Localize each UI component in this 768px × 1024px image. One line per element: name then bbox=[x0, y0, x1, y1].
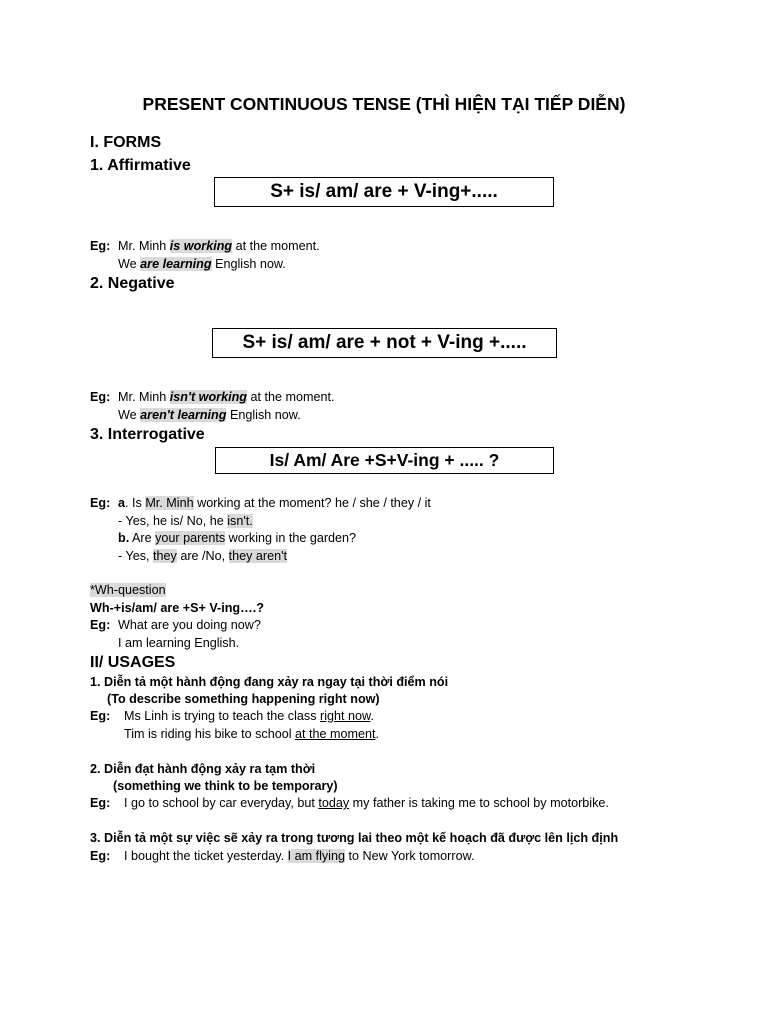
wh-example-2: I am learning English. bbox=[118, 636, 240, 650]
usage-2-english: (something we think to be temporary) bbox=[113, 779, 338, 793]
forms-heading: I. FORMS bbox=[90, 134, 162, 151]
eg-label: Eg: bbox=[90, 796, 111, 810]
interrogative-answer-b: - Yes, they are /No, they aren't bbox=[118, 549, 288, 563]
interrogative-example-a: a. Is Mr. Minh working at the moment? he / she / they / it bbox=[118, 496, 431, 510]
eg-label: Eg: bbox=[90, 849, 111, 863]
usage-3-vietnamese: 3. Diễn tả một sự việc sẽ xảy ra trong tương lai theo một kế hoạch đã được lên lịch định bbox=[90, 831, 619, 845]
interrogative-heading: 3. Interrogative bbox=[90, 426, 205, 443]
affirmative-heading: 1. Affirmative bbox=[90, 157, 191, 174]
affirmative-formula-box bbox=[214, 177, 554, 207]
wh-question-label: *Wh-question bbox=[90, 583, 166, 597]
usage-2-vietnamese: 2. Diễn đạt hành động xảy ra tạm thời bbox=[90, 762, 316, 776]
affirmative-example-1: Mr. Minh is working at the moment. bbox=[118, 239, 320, 253]
interrogative-formula-box bbox=[215, 447, 554, 474]
negative-example-2: We aren't learning English now. bbox=[118, 408, 301, 422]
negative-formula-box bbox=[212, 328, 557, 358]
page-title: PRESENT CONTINUOUS TENSE (THÌ HIỆN TẠI TIẾP DIỄN) bbox=[142, 94, 626, 114]
negative-example-1: Mr. Minh isn't working at the moment. bbox=[118, 390, 335, 404]
eg-label: Eg: bbox=[90, 239, 111, 253]
usage-3-example-1: I bought the ticket yesterday. I am flying to New York tomorrow. bbox=[124, 849, 475, 863]
eg-label: Eg: bbox=[90, 390, 111, 404]
usage-1-vietnamese: 1. Diễn tả một hành động đang xảy ra ngay tại thời điểm nói bbox=[90, 675, 449, 689]
usages-heading: II/ USAGES bbox=[90, 654, 176, 671]
eg-label: Eg: bbox=[90, 496, 111, 510]
negative-formula: S+ is/ am/ are + not + V-ing +..... bbox=[242, 332, 527, 353]
usage-2-example-1: I go to school by car everyday, but today my father is taking me to school by motorbike. bbox=[124, 796, 609, 810]
usage-1-english: (To describe something happening right now) bbox=[107, 692, 380, 706]
wh-example-1: What are you doing now? bbox=[118, 618, 261, 632]
wh-question-formula: Wh-+is/am/ are +S+ V-ing….? bbox=[90, 601, 264, 615]
interrogative-example-b: b. Are your parents working in the garden? bbox=[118, 531, 357, 545]
interrogative-answer-a: - Yes, he is/ No, he isn't. bbox=[118, 514, 253, 528]
interrogative-formula: Is/ Am/ Are +S+V-ing + ..... ? bbox=[269, 450, 500, 470]
negative-heading: 2. Negative bbox=[90, 275, 175, 292]
affirmative-example-2: We are learning English now. bbox=[118, 257, 286, 271]
affirmative-formula: S+ is/ am/ are + V-ing+..... bbox=[270, 181, 498, 202]
usage-1-example-1: Ms Linh is trying to teach the class right now. bbox=[124, 709, 374, 723]
usage-1-example-2: Tim is riding his bike to school at the moment. bbox=[124, 727, 380, 741]
eg-label: Eg: bbox=[90, 618, 111, 632]
eg-label: Eg: bbox=[90, 709, 111, 723]
